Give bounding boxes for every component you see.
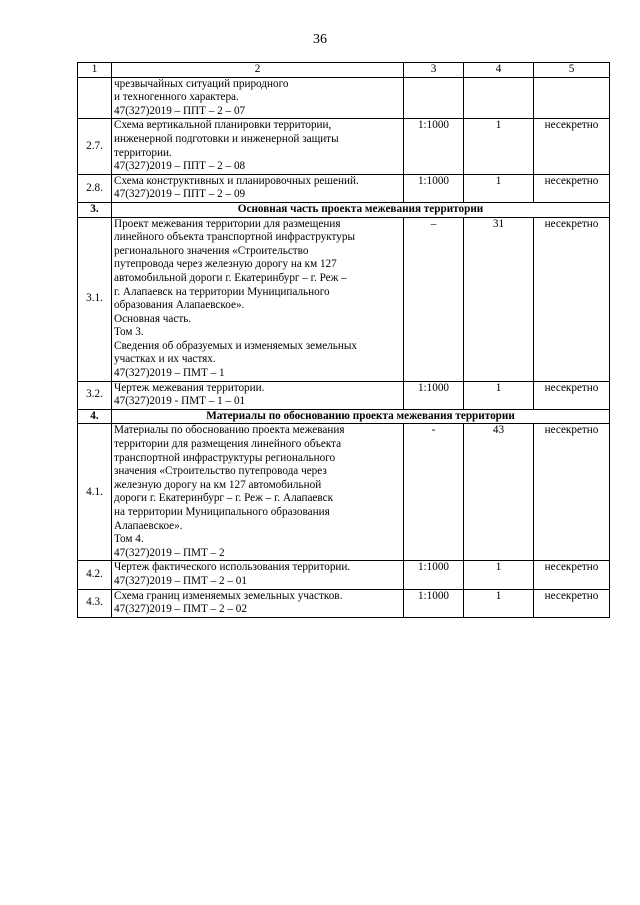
row-count — [464, 77, 534, 119]
table-row — [78, 561, 610, 589]
description-line: г. Алапаевск на территории Муниципального — [114, 285, 330, 298]
row-description — [112, 561, 404, 589]
row-scale: 1:1000 — [404, 119, 464, 174]
header-col-2: 2 — [112, 63, 404, 78]
description-line: 47(327)2019 – ППТ – 2 – 07 — [114, 104, 246, 117]
description-line: 47(327)2019 – ПМТ – 2 — [114, 546, 225, 559]
row-description — [112, 424, 404, 561]
row-count: 1 — [464, 381, 534, 409]
description-line: значения «Строительство путепровода через — [114, 465, 327, 478]
description-line: регионального значения «Строительство — [114, 244, 309, 257]
row-status: несекретно — [534, 589, 610, 617]
row-number: 3.1. — [78, 217, 112, 381]
description-line: образования Алапаевское». — [114, 299, 245, 312]
table-row — [78, 381, 610, 409]
row-status: несекретно — [534, 217, 610, 381]
row-scale: - — [404, 424, 464, 561]
row-description — [112, 77, 404, 119]
row-scale: 1:1000 — [404, 561, 464, 589]
row-status: несекретно — [534, 119, 610, 174]
section-number: 4. — [78, 409, 112, 424]
section-number: 3. — [78, 202, 112, 217]
row-scale: – — [404, 217, 464, 381]
row-count: 1 — [464, 561, 534, 589]
description-line: Том 3. — [114, 326, 144, 339]
row-number — [78, 77, 112, 119]
page-number: 36 — [313, 32, 327, 47]
table-row — [78, 217, 610, 381]
row-description — [112, 174, 404, 202]
row-status: несекретно — [534, 561, 610, 589]
description-line: 47(327)2019 - ПМТ – 1 – 01 — [114, 395, 246, 408]
description-line: чрезвычайных ситуаций природного — [114, 77, 289, 90]
header-col-1: 1 — [78, 63, 112, 78]
description-line: инженерной подготовки и инженерной защиты — [114, 132, 339, 145]
row-description — [112, 217, 404, 381]
section-title: Основная часть проекта межевания территории — [112, 202, 610, 217]
description-line: Проект межевания территории для размещения — [114, 217, 341, 230]
table-header-row — [78, 63, 610, 78]
description-line: Том 4. — [114, 533, 144, 546]
description-line: и техногенного характера. — [114, 91, 239, 104]
table-row — [78, 119, 610, 174]
description-line: путепровода через железную дорогу на км 127 — [114, 258, 337, 271]
row-count: 31 — [464, 217, 534, 381]
header-col-4: 4 — [464, 63, 534, 78]
section-header-row — [78, 202, 610, 217]
description-line: 47(327)2019 – ПМТ – 1 — [114, 367, 225, 380]
row-number: 4.1. — [78, 424, 112, 561]
description-line: Схема конструктивных и планировочных решений. — [114, 174, 359, 187]
row-number: 3.2. — [78, 381, 112, 409]
description-line: Чертеж межевания территории. — [114, 381, 265, 394]
row-description — [112, 119, 404, 174]
row-status: несекретно — [534, 381, 610, 409]
section-header-row — [78, 409, 610, 424]
table-row — [78, 589, 610, 617]
row-number: 4.2. — [78, 561, 112, 589]
description-line: 47(327)2019 – ПМТ – 2 – 02 — [114, 603, 247, 616]
description-line: 47(327)2019 – ППТ – 2 – 08 — [114, 160, 246, 173]
row-number: 2.8. — [78, 174, 112, 202]
description-line: участках и их частях. — [114, 353, 216, 366]
description-line: Чертеж фактического использования территории. — [114, 561, 351, 574]
row-scale: 1:1000 — [404, 174, 464, 202]
table-row — [78, 77, 610, 119]
row-count: 1 — [464, 119, 534, 174]
row-count: 43 — [464, 424, 534, 561]
description-line: Сведения об образуемых и изменяемых земельных — [114, 339, 357, 352]
description-line: 47(327)2019 – ППТ – 2 – 09 — [114, 188, 246, 201]
row-count: 1 — [464, 589, 534, 617]
description-line: территории для размещения линейного объекта — [114, 438, 342, 451]
header-col-3: 3 — [404, 63, 464, 78]
section-title: Материалы по обоснованию проекта межевания территории — [112, 409, 610, 424]
description-line: железную дорогу на км 127 автомобильной — [114, 478, 322, 491]
description-line: на территории Муниципального образования — [114, 506, 330, 518]
table-row — [78, 424, 610, 561]
description-line: транспортной инфраструктуры регионального — [114, 451, 336, 464]
description-line: Материалы по обоснованию проекта межевания — [114, 424, 345, 437]
row-scale: 1:1000 — [404, 589, 464, 617]
row-count: 1 — [464, 174, 534, 202]
row-scale — [404, 77, 464, 119]
document-table — [77, 62, 610, 618]
description-line: Алапаевское». — [114, 519, 183, 532]
row-description — [112, 589, 404, 617]
row-status — [534, 77, 610, 119]
description-line: территории. — [114, 146, 172, 159]
description-line: линейного объекта транспортной инфраструктуры — [114, 231, 355, 244]
row-number: 2.7. — [78, 119, 112, 174]
row-description — [112, 381, 404, 409]
description-line: автомобильной дороги г. Екатеринбург – г. Реж – — [114, 271, 347, 284]
description-line: Схема вертикальной планировки территории, — [114, 119, 332, 132]
description-line: 47(327)2019 – ПМТ – 2 – 01 — [114, 574, 247, 587]
row-scale: 1:1000 — [404, 381, 464, 409]
header-col-5: 5 — [534, 63, 610, 78]
description-line: Основная часть. — [114, 312, 192, 325]
row-number: 4.3. — [78, 589, 112, 617]
table-row — [78, 174, 610, 202]
description-line: Схема границ изменяемых земельных участков. — [114, 589, 343, 602]
row-status: несекретно — [534, 174, 610, 202]
description-line: дороги г. Екатеринбург – г. Реж – г. Алапаевск — [114, 492, 334, 505]
row-status: несекретно — [534, 424, 610, 561]
